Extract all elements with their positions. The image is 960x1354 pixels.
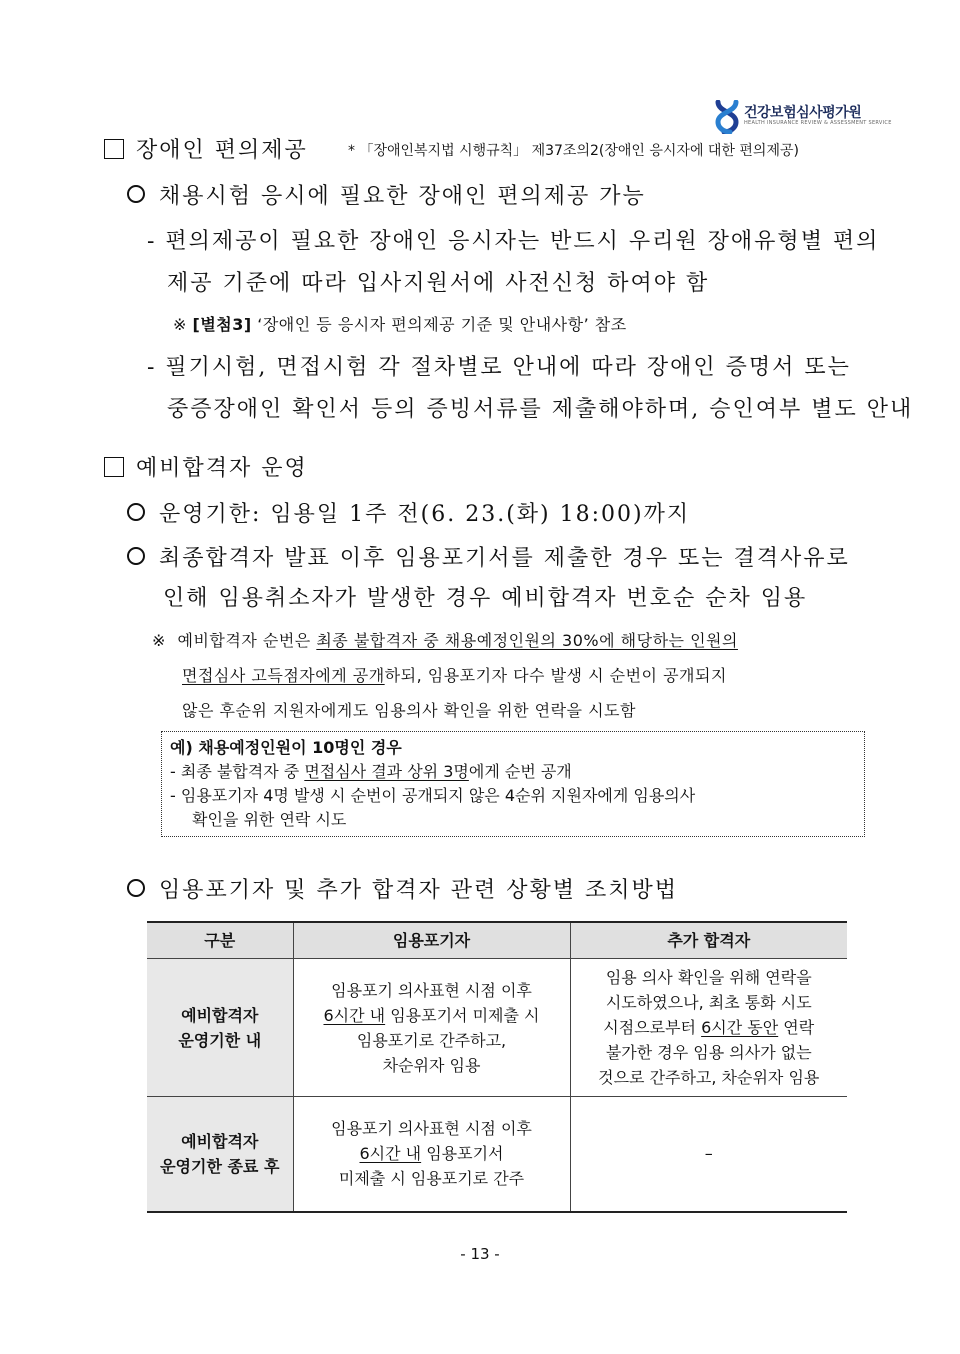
table-header-row bbox=[147, 922, 847, 959]
table-row bbox=[147, 959, 847, 1097]
section2-bullet2-line1: 최종합격자 발표 이후 임용포기서를 제출한 경우 또는 결격사유로 bbox=[127, 541, 850, 572]
section1-heading: 장애인 편의제공 bbox=[104, 133, 308, 164]
section1-bullet1: 채용시험 응시에 필요한 장애인 편의제공 가능 bbox=[127, 179, 646, 210]
section1-dash1-line2: 제공 기준에 따라 입사지원서에 사전신청 하여야 함 bbox=[167, 271, 710, 296]
section1-reference: ※ [별첨3] ‘장애인 등 응시자 편의제공 기준 및 안내사항’ 참조 bbox=[173, 315, 627, 334]
circle-bullet-icon bbox=[127, 879, 145, 897]
logo-mark-icon bbox=[714, 100, 740, 134]
example-line1: - 최종 불합격자 중 면접심사 결과 상위 3명에게 순번 공개 bbox=[170, 762, 572, 781]
org-logo bbox=[714, 100, 892, 136]
section1-dash2-line2: 중증장애인 확인서 등의 증빙서류를 제출해야하며, 승인여부 별도 안내 bbox=[167, 397, 914, 422]
section2-bullet1: 운영기한: 임용일 1주 전(6. 23.(화) 18:00)까지 bbox=[127, 497, 690, 528]
section2-heading: 예비합격자 운영 bbox=[104, 451, 308, 482]
section2-note-line1: ※ 예비합격자 순번은 최종 불합격자 중 채용예정인원의 30%에 해당하는 인원의 bbox=[152, 631, 738, 650]
table-header: 추가 합격자 bbox=[570, 922, 847, 959]
circle-bullet-icon bbox=[127, 503, 145, 521]
logo-subtitle: HEALTH INSURANCE REVIEW & ASSESSMENT SERVICE bbox=[744, 120, 892, 126]
circle-bullet-icon bbox=[127, 185, 145, 203]
row-label: 예비합격자 운영기한 내 bbox=[147, 959, 293, 1097]
square-bullet-icon bbox=[104, 139, 124, 159]
logo-name: 건강보험심사평가원 bbox=[744, 105, 862, 121]
example-title: 예) 채용예정인원이 10명인 경우 bbox=[170, 738, 402, 757]
section2-note-line2: 면접심사 고득점자에게 공개하되, 임용포기자 다수 발생 시 순번이 공개되지 bbox=[182, 666, 727, 685]
square-bullet-icon bbox=[104, 457, 124, 477]
example-box bbox=[161, 731, 865, 837]
table-cell: 임용포기 의사표현 시점 이후 6시간 내 임용포기서 미제출 시 임용포기로 간주하고, 차순위자 임용 bbox=[293, 959, 570, 1097]
table-cell: 임용포기 의사표현 시점 이후 6시간 내 임용포기서 미제출 시 임용포기로 간주 bbox=[293, 1097, 570, 1212]
page-number: - 13 - bbox=[460, 1245, 500, 1263]
measures-table bbox=[147, 921, 847, 1213]
table-row bbox=[147, 1097, 847, 1212]
row-label: 예비합격자 운영기한 종료 후 bbox=[147, 1097, 293, 1212]
circle-bullet-icon bbox=[127, 547, 145, 565]
example-line2: - 임용포기자 4명 발생 시 순번이 공개되지 않은 4순위 지원자에게 임용의사 bbox=[170, 786, 696, 805]
section1-legal-note: * 「장애인복지법 시행규칙」 제37조의2(장애인 응시자에 대한 편의제공) bbox=[348, 143, 799, 159]
section2-bullet2-line2: 인해 임용취소자가 발생한 경우 예비합격자 번호순 순차 임용 bbox=[163, 586, 808, 611]
section2-note-line3: 않은 후순위 지원자에게도 임용의사 확인을 위한 연락을 시도함 bbox=[182, 701, 636, 720]
section1-dash2-line1: - 필기시험, 면접시험 각 절차별로 안내에 따라 장애인 증명서 또는 bbox=[147, 355, 851, 380]
table-cell: 임용 의사 확인을 위해 연락을 시도하였으나, 최초 통화 시도 시점으로부터 6시간 동안 연락 불가한 경우 임용 의사가 없는 것으로 간주하고, 차순위자 임용 bbox=[570, 959, 847, 1097]
section1-dash1-line1: - 편의제공이 필요한 장애인 응시자는 반드시 우리원 장애유형별 편의 bbox=[147, 229, 880, 254]
section2-bullet3: 임용포기자 및 추가 합격자 관련 상황별 조치방법 bbox=[127, 873, 678, 904]
example-line3: 확인을 위한 연락 시도 bbox=[192, 810, 347, 829]
table-header: 구분 bbox=[147, 922, 293, 959]
table-cell: – bbox=[570, 1097, 847, 1212]
table-header: 임용포기자 bbox=[293, 922, 570, 959]
